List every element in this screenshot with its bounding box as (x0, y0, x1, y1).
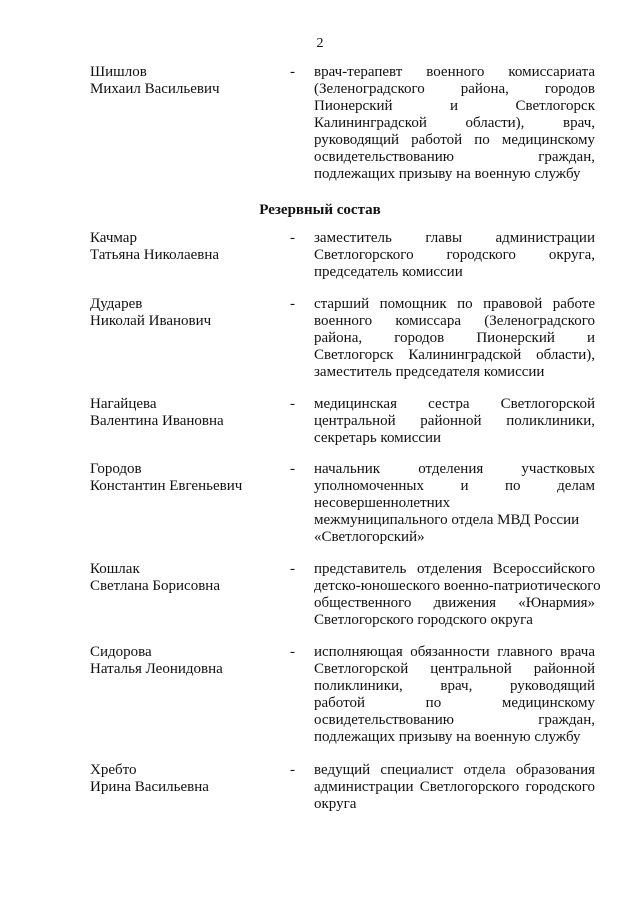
member-name (90, 396, 280, 430)
member-surname: Кошлак (90, 561, 140, 577)
role-line: руководящий работой по медицинскому (314, 132, 595, 148)
role-line: района, городов Пионерский и (314, 330, 595, 346)
role-line: Светлогорск Калининградской области), (314, 347, 595, 363)
member-surname: Дударев (90, 296, 143, 312)
member-surname: Хребто (90, 762, 137, 778)
member-role (314, 396, 595, 447)
role-line: старший помощник по правовой работе (314, 296, 595, 312)
dash-separator: - (290, 644, 295, 660)
member-name (90, 64, 280, 98)
member-surname: Шишлов (90, 64, 147, 80)
member-name (90, 230, 280, 264)
role-line: начальник отделения участковых (314, 461, 595, 477)
member-name (90, 561, 280, 595)
role-line: «Светлогорский» (314, 529, 425, 545)
member-role (314, 762, 595, 813)
role-line: детско-юношеского военно-патриотического (314, 578, 601, 594)
member-surname: Сидорова (90, 644, 152, 660)
member-given-name: Николай Иванович (90, 313, 212, 329)
role-line: исполняющая обязанности главного врача (314, 644, 595, 660)
member-given-name: Наталья Леонидовна (90, 661, 223, 677)
role-line: межмуниципального отдела МВД России (314, 512, 580, 528)
dash-separator: - (290, 461, 295, 477)
role-line: врач-терапевт военного комиссариата (314, 64, 595, 80)
role-line: ведущий специалист отдела образования (314, 762, 595, 778)
member-given-name: Константин Евгеньевич (90, 478, 243, 494)
member-name (90, 644, 280, 678)
role-line: военного комиссара (Зеленоградского (314, 313, 595, 329)
member-name (90, 762, 280, 796)
member-name (90, 461, 280, 495)
role-line: поликлиники, врач, руководящий (314, 678, 595, 694)
role-line: Пионерский и Светлогорск (314, 98, 595, 114)
section-title: Резервный состав (259, 202, 381, 218)
role-line: Светлогорской центральной районной (314, 661, 595, 677)
page-number: 2 (316, 36, 324, 51)
member-role (314, 64, 595, 183)
member-surname: Качмар (90, 230, 137, 246)
role-line: медицинская сестра Светлогорской (314, 396, 595, 412)
dash-separator: - (290, 230, 295, 246)
role-line: работой по медицинскому (314, 695, 595, 711)
member-given-name: Татьяна Николаевна (90, 247, 220, 263)
member-role (314, 230, 595, 281)
role-line: уполномоченных и по делам (314, 478, 595, 494)
member-given-name: Валентина Ивановна (90, 413, 224, 429)
member-given-name: Ирина Васильевна (90, 779, 209, 795)
role-line: Калининградской области), врач, (314, 115, 595, 131)
role-line: представитель отделения Всероссийского (314, 561, 595, 577)
role-line: общественного движения «Юнармия» (314, 595, 595, 611)
role-line: центральной районной поликлиники, (314, 413, 595, 429)
role-line: (Зеленоградского района, городов (314, 81, 595, 97)
role-line: подлежащих призыву на военную службу (314, 166, 581, 182)
role-line: несовершеннолетних (314, 495, 451, 511)
member-role (314, 644, 595, 746)
member-surname: Нагайцева (90, 396, 157, 412)
member-given-name: Светлана Борисовна (90, 578, 220, 594)
member-role (314, 461, 595, 546)
role-line: администрации Светлогорского городского (314, 779, 595, 795)
role-line: освидетельствованию граждан, (314, 712, 595, 728)
role-line: округа (314, 796, 357, 812)
dash-separator: - (290, 762, 295, 778)
role-line: Светлогорского городского округа, (314, 247, 595, 263)
role-line: подлежащих призыву на военную службу (314, 729, 581, 745)
role-line: заместитель председателя комиссии (314, 364, 545, 380)
member-surname: Городов (90, 461, 142, 477)
dash-separator: - (290, 561, 295, 577)
role-line: секретарь комиссии (314, 430, 442, 446)
dash-separator: - (290, 296, 295, 312)
member-role (314, 561, 601, 629)
dash-separator: - (290, 64, 295, 80)
role-line: председатель комиссии (314, 264, 463, 280)
member-given-name: Михаил Васильевич (90, 81, 220, 97)
role-line: освидетельствованию граждан, (314, 149, 595, 165)
role-line: заместитель главы администрации (314, 230, 595, 246)
member-name (90, 296, 280, 330)
role-line: Светлогорского городского округа (314, 612, 533, 628)
dash-separator: - (290, 396, 295, 412)
member-role (314, 296, 595, 381)
